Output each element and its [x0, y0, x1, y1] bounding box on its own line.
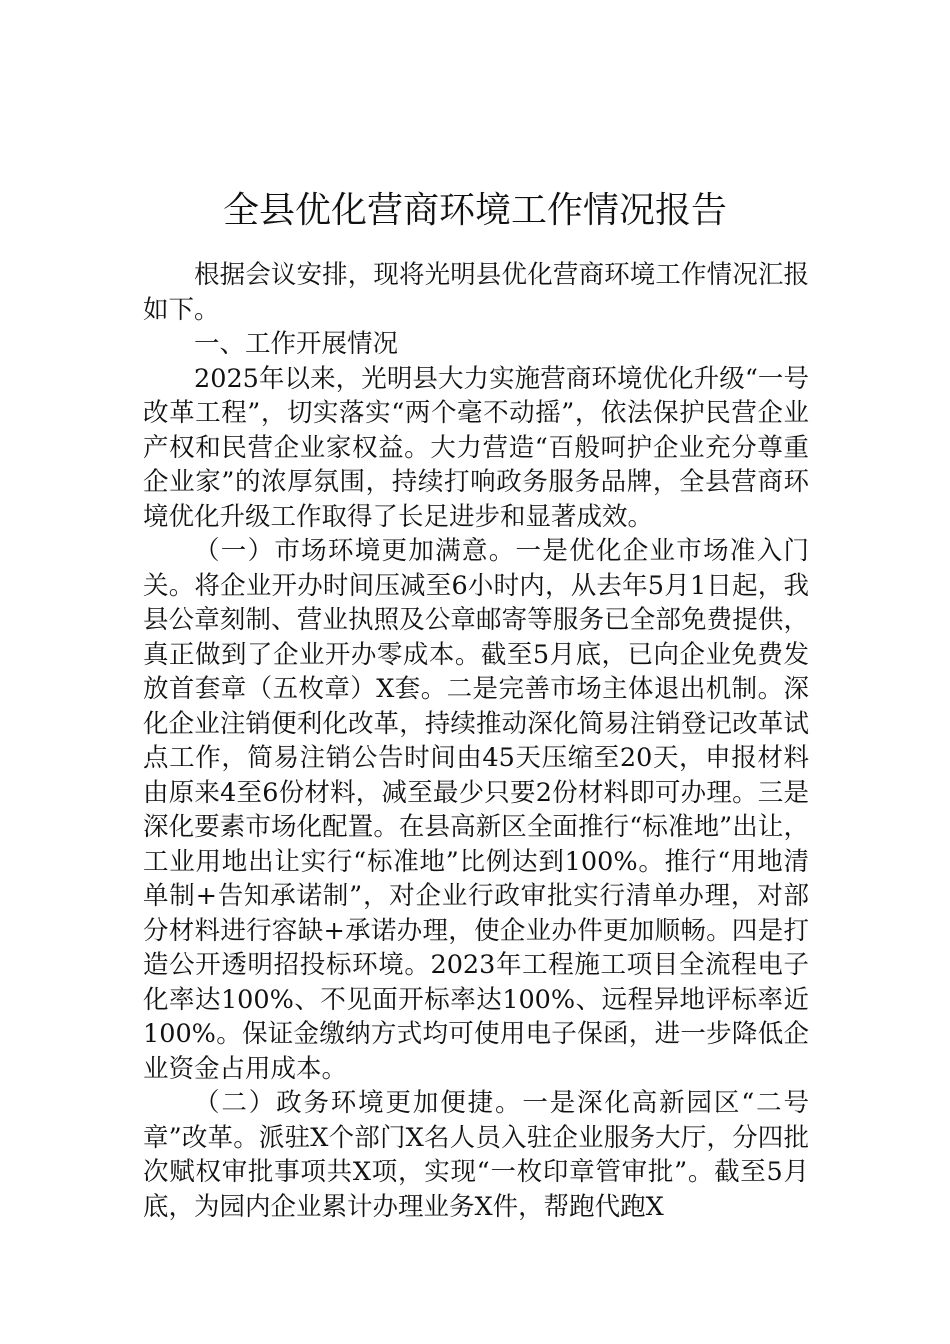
section-heading: 一、工作开展情况: [194, 329, 399, 359]
intro-paragraph: 根据会议安排，现将光明县优化营商环境工作情况汇报如下。: [143, 260, 809, 325]
market-environment-paragraph: （一）市场环境更加满意。一是优化企业市场准入门关。将企业开办时间压减至6小时内，从去年5月1日起，我县公章刻制、营业执照及公章邮寄等服务已全部免费提供，真正做到了企业开办零成本。截至5月底，已向企业免费发放首套章（五枚章）X套。二是完善市场主体退出机制。深化企业注销便利化改革，持续推动深化简易注销登记改革试点工作，简易注销公告时间由45天压缩至20天，申报材料由原来4至6份材料，减至最少只要2份材料即可办理。三是深化要素市场化配置。在县高新区全面推行“标准地”出让，工业用地出让实行“标准地”比例达到100%。推行“用地清单制+告知承诺制”，对企业行政审批实行清单办理，对部分材料进行容缺+承诺办理，使企业办件更加顺畅。四是打造公开透明招投标环境。2023年工程施工项目全流程电子化率达100%、不见面开标率达100%、远程异地评标率近100%。保证金缴纳方式均可使用电子保函，进一步降低企业资金占用成本。: [143, 536, 809, 1084]
document-body: [143, 258, 809, 1224]
overview-paragraph: 2025年以来，光明县大力实施营商环境优化升级“一号改革工程”，切实落实“两个毫不动摇”，依法保护民营企业产权和民营企业家权益。大力营造“百般呵护企业充分尊重企业家”的浓厚氛围，持续打响政务服务品牌，全县营商环境优化升级工作取得了长足进步和显著成效。: [143, 363, 809, 532]
document-title: 全县优化营商环境工作情况报告: [222, 190, 727, 232]
government-environment-paragraph: （二）政务环境更加便捷。一是深化高新园区“二号章”改革。派驻X个部门X名人员入驻企业服务大厅，分四批次赋权审批事项共X项，实现“一枚印章管审批”。截至5月底，为园内企业累计办理业务X件，帮跑代跑X: [143, 1088, 809, 1222]
